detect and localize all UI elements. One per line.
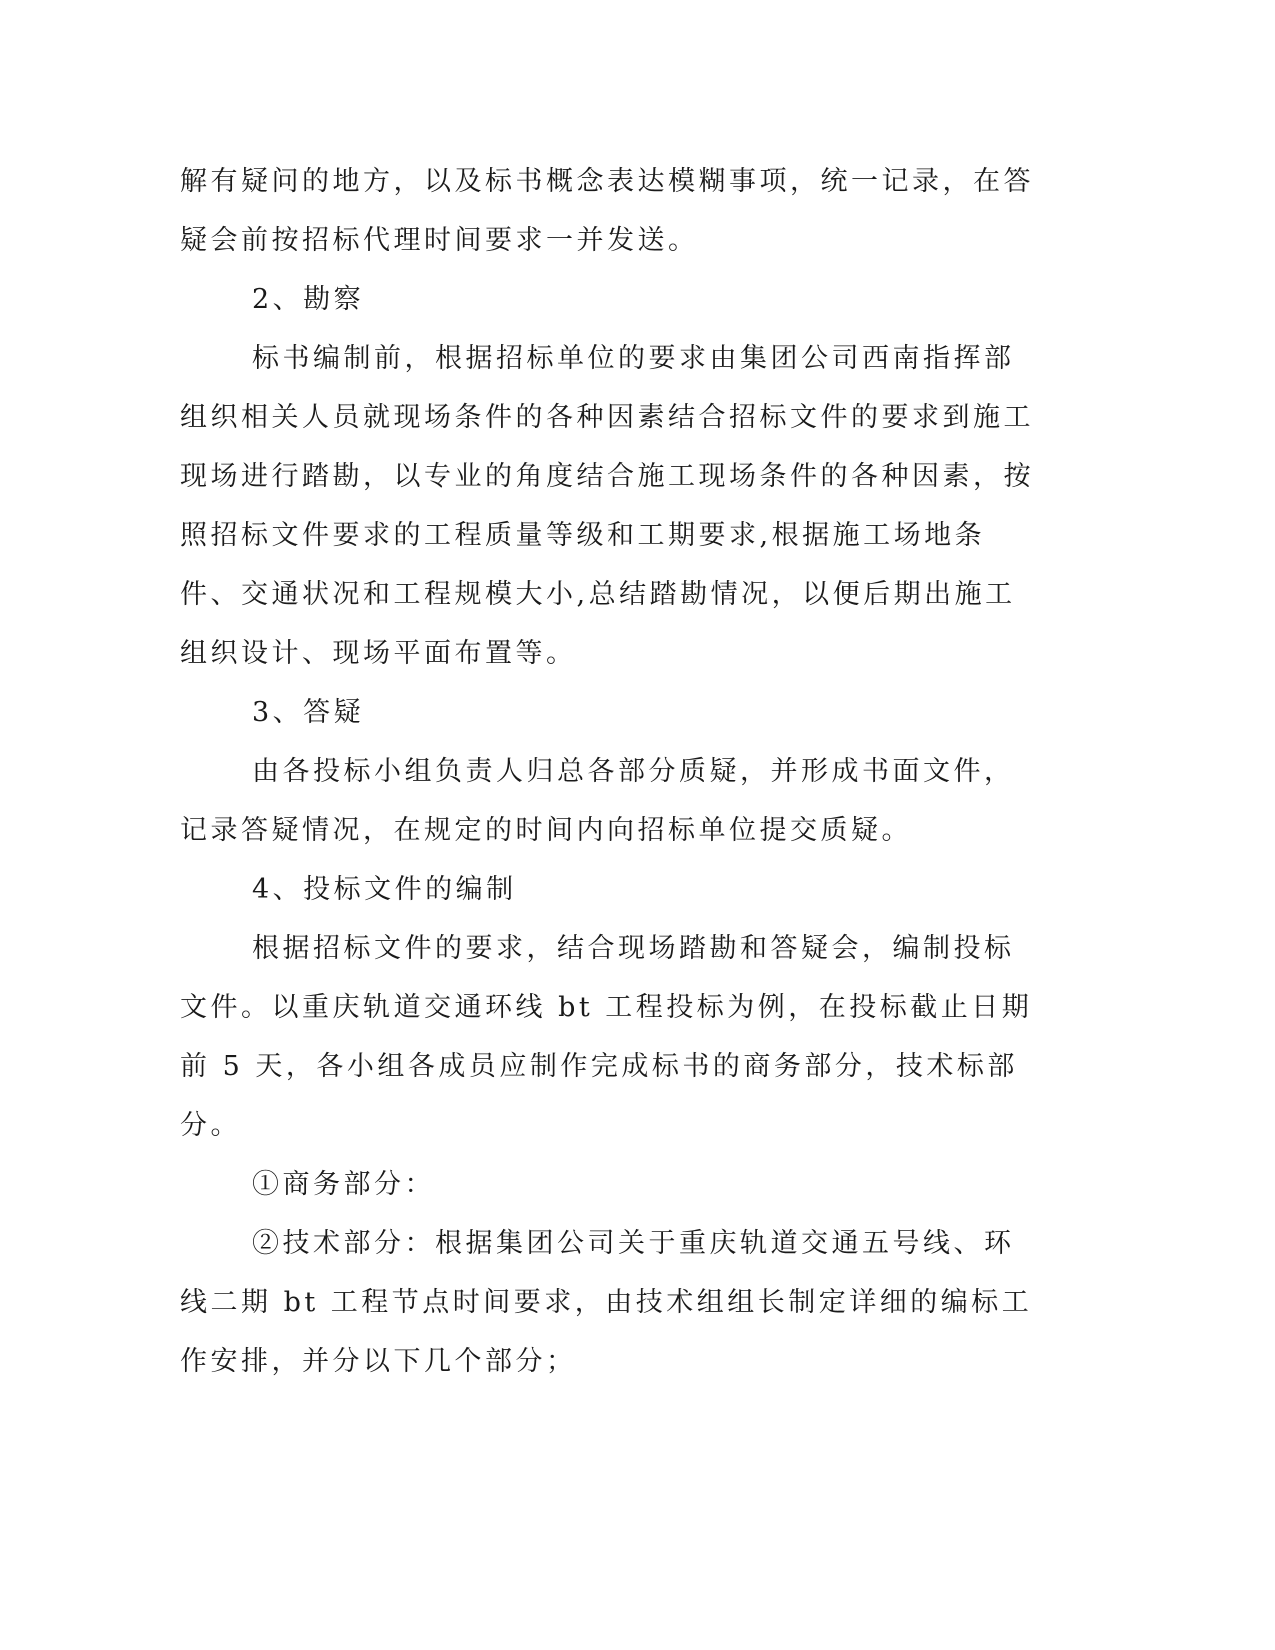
section-heading-survey: 2、勘察 [252,284,365,315]
section-heading-qa: 3、答疑 [252,697,365,728]
list-item-technical: ②技术部分：根据集团公司关于重庆轨道交通五号线、环线二期 bt 工程节点时间要求，由技术组组长制定详细的编标工作安排，并分以下几个部分； [180,1228,1033,1377]
paragraph-survey: 标书编制前，根据招标单位的要求由集团公司西南指挥部组织相关人员就现场条件的各种因素结合招标文件的要求到施工现场进行踏勘，以专业的角度结合施工现场条件的各种因素，按照招标文件要求的工程质量等级和工期要求,根据施工场地条件、交通状况和工程规模大小,总结踏勘情况，以便后期出施工组织设计、现场平面布置等。 [180,343,1034,669]
paragraph-qa: 由各投标小组负责人归总各部分质疑，并形成书面文件，记录答疑情况，在规定的时间内向招标单位提交质疑。 [180,756,1015,846]
list-item-business: ①商务部分： [252,1169,435,1200]
paragraph-bid-preparation: 根据招标文件的要求，结合现场踏勘和答疑会，编制投标文件。以重庆轨道交通环线 bt 工程投标为例，在投标截止日期前 5 天，各小组各成员应制作完成标书的商务部分，技术标部分。 [180,933,1033,1141]
document-body [180,152,1035,1391]
paragraph-continuation: 解有疑问的地方，以及标书概念表达模糊事项，统一记录，在答疑会前按招标代理时间要求一并发送。 [180,166,1034,256]
section-heading-bid-preparation: 4、投标文件的编制 [252,874,517,905]
